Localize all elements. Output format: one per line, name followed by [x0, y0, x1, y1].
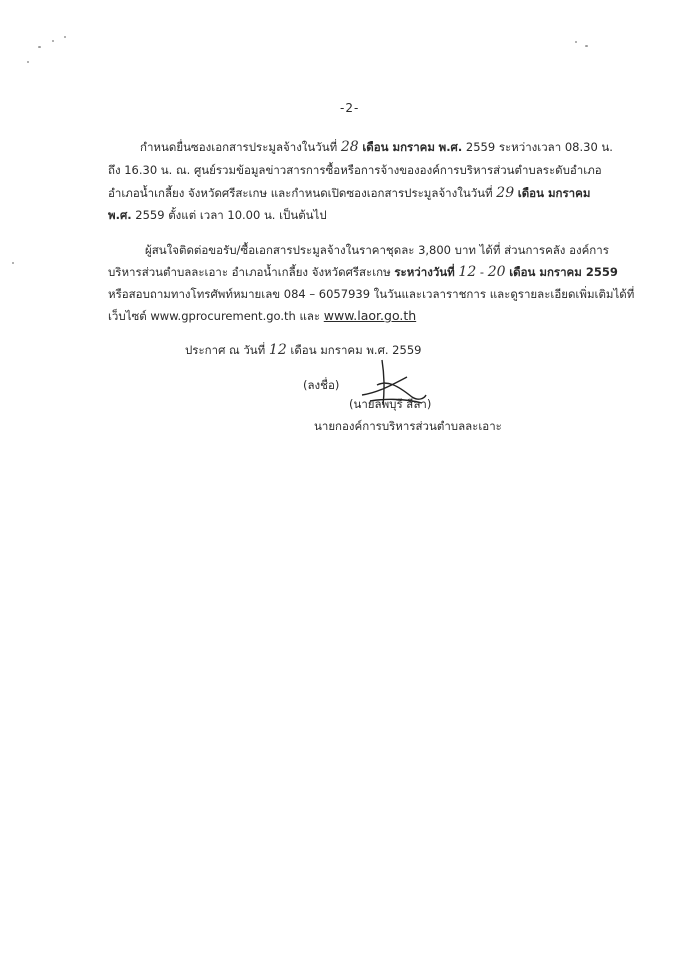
para2-line3: หรือสอบถามทางโทรศัพท์หมายเลข 084 – 6057939 ในวันและเวลาราชการ และดูรายละเอียดเพิ่มเติมได้ที่	[108, 287, 635, 301]
para1-l1-text: กำหนดยื่นซองเอกสารประมูลจ้างในวันที่	[140, 140, 338, 154]
handwritten-day-submit: 28	[340, 139, 359, 155]
para1-l3-month: เดือน มกราคม	[517, 186, 591, 200]
scan-speck	[64, 36, 66, 38]
scan-speck	[52, 40, 54, 42]
para1-line2: ถึง 16.30 น. ณ. ศูนย์รวมข้อมูลข่าวสารการซื้อหรือการจ้างขององค์การบริหารส่วนตำบลระดับอำเภอ	[108, 163, 602, 177]
signatory-position: นายกองค์การบริหารส่วนตำบลละเอาะ	[314, 419, 502, 433]
para1-line3	[108, 185, 590, 201]
para2-l2-bold-a: ระหว่างวันที่	[394, 265, 455, 279]
handwritten-day-from: 12	[458, 264, 477, 280]
website-link[interactable]: www.laor.go.th	[323, 308, 417, 323]
para1-l3-text: อำเภอน้ำเกลี้ยง จังหวัดศรีสะเกษ และกำหนดเปิดซองเอกสารประมูลจ้างในวันที่	[108, 186, 493, 200]
announce-text-b: เดือน มกราคม พ.ศ. 2559	[290, 343, 422, 357]
para2-l2-dash: -	[479, 265, 485, 279]
scan-speck	[38, 46, 41, 48]
para1-l1-year: พ.ศ.	[438, 140, 463, 154]
para1-l4-rest: 2559 ตั้งแต่ เวลา 10.00 น. เป็นต้นไป	[135, 208, 327, 222]
announce-text-a: ประกาศ ณ วันที่	[185, 343, 266, 357]
signatory-name: (นายลพบุรี สีลา)	[349, 397, 432, 411]
para2-l2-text: บริหารส่วนตำบลละเอาะ อำเภอน้ำเกลี้ยง จังหวัดศรีสะเกษ	[108, 265, 391, 279]
para2-line4	[108, 308, 416, 324]
para1-l4-year: พ.ศ.	[108, 208, 132, 222]
page-number: -2-	[340, 101, 360, 115]
para1-l1-tail: ระหว่างเวลา 08.30 น.	[498, 140, 613, 154]
para2-line2	[108, 264, 618, 280]
scan-speck	[585, 45, 588, 47]
para2-l4-text: เว็บไซต์ www.gprocurement.go.th และ	[108, 309, 321, 323]
scan-speck	[575, 41, 577, 43]
para1-l1-month: เดือน มกราคม	[362, 140, 435, 154]
para1-line1	[140, 139, 613, 155]
para1-l1-year-val: 2559	[465, 140, 496, 154]
scan-speck	[27, 61, 29, 63]
sign-label: (ลงชื่อ)	[303, 378, 340, 392]
para1-line4	[108, 207, 327, 223]
scan-speck	[12, 262, 14, 264]
para2-l2-bold-b: เดือน มกราคม 2559	[509, 265, 618, 279]
handwritten-announce-day: 12	[268, 342, 287, 358]
handwritten-day-open: 29	[496, 185, 515, 201]
para2-line1: ผู้สนใจติดต่อขอรับ/ซื้อเอกสารประมูลจ้างในราคาชุดละ 3,800 บาท ได้ที่ ส่วนการคลัง องค์การ	[145, 243, 609, 257]
handwritten-day-to: 20	[487, 264, 506, 280]
